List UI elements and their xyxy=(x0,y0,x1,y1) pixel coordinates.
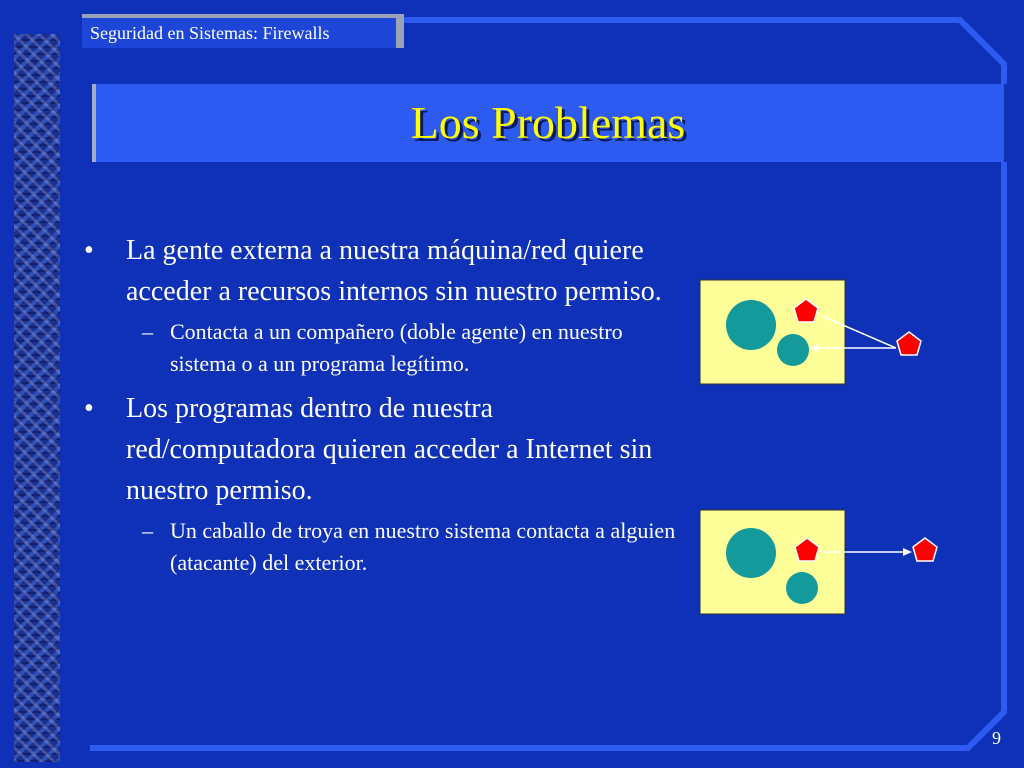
sub-bullet-item xyxy=(84,515,684,579)
large-host-circle xyxy=(726,528,776,578)
header-label: Seguridad en Sistemas: Firewalls xyxy=(90,23,330,43)
external-attacker-pentagon xyxy=(913,538,937,561)
sub-bullet-item xyxy=(84,316,684,380)
bullet-text: Los programas dentro de nuestra red/computadora quieren acceder a Internet sin nuestro permiso. xyxy=(126,393,653,506)
arrow-head xyxy=(903,548,912,556)
sub-bullet-dash: – xyxy=(142,319,153,344)
external-attacker-pentagon xyxy=(897,332,921,355)
page-number: 9 xyxy=(992,728,1001,748)
bullet-item xyxy=(84,388,684,511)
bullet-text: La gente externa a nuestra máquina/red quiere acceder a recursos internos sin nuestro permiso. xyxy=(126,235,662,307)
small-host-circle xyxy=(777,334,809,366)
sub-bullet-text: Contacta a un compañero (doble agente) en nuestro sistema o a un programa legítimo. xyxy=(170,319,623,376)
sub-bullet-text: Un caballo de troya en nuestro sistema contacta a alguien (atacante) del exterior. xyxy=(170,518,676,575)
diagram-outbound-trojan xyxy=(690,500,950,620)
bullet-item xyxy=(84,230,684,312)
slide-title: Los Problemas xyxy=(410,97,686,148)
small-host-circle xyxy=(786,572,818,604)
slide-content xyxy=(84,230,684,587)
bullet-dot: • xyxy=(84,393,94,424)
bullet-dot: • xyxy=(84,235,94,266)
sub-bullet-dash: – xyxy=(142,518,153,543)
large-host-circle xyxy=(726,300,776,350)
header-tab xyxy=(82,14,404,48)
diagram-inbound-attack xyxy=(690,270,950,390)
